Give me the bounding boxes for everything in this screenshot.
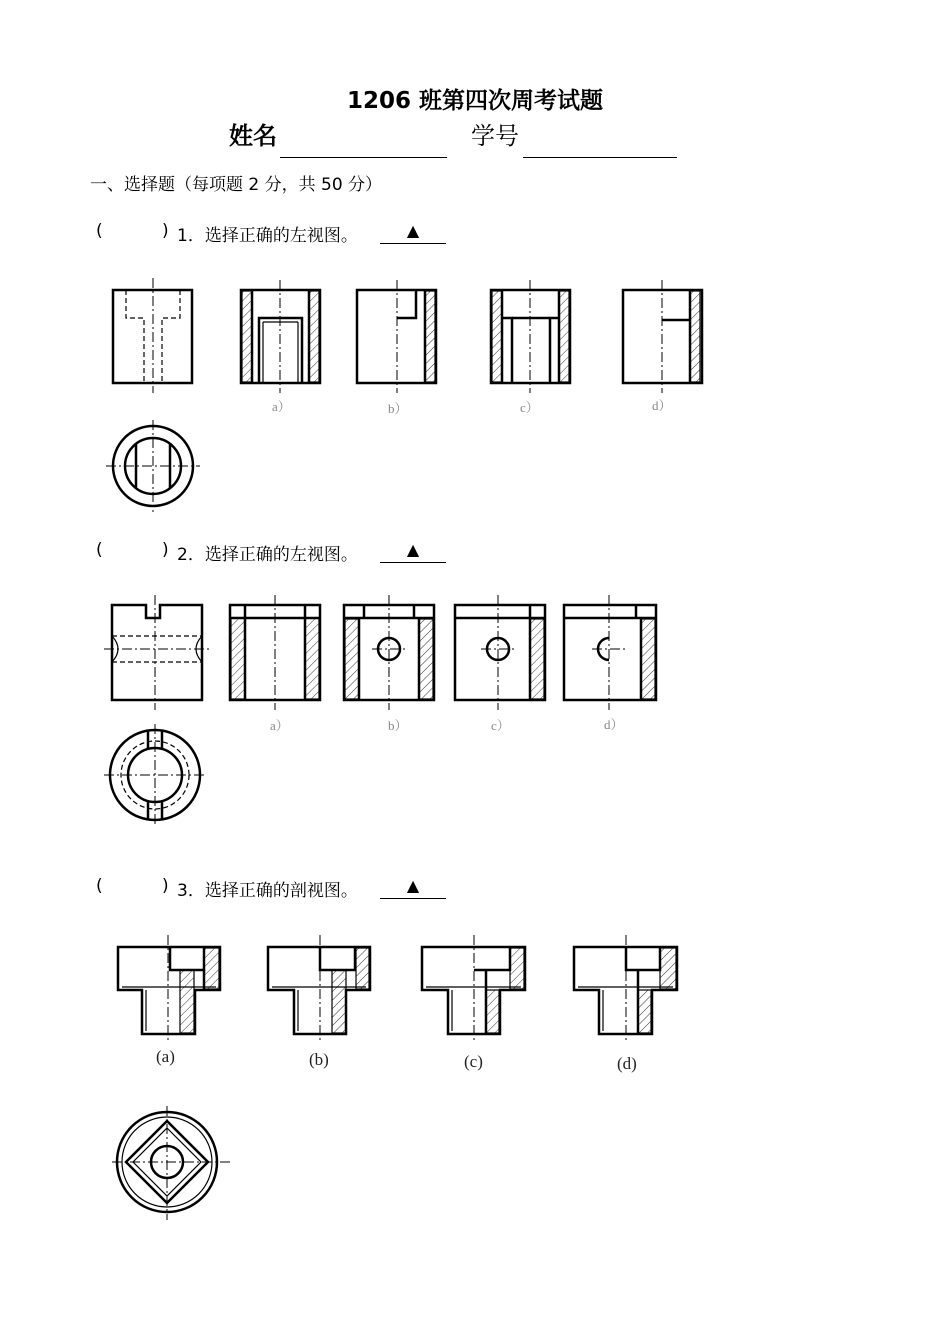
q2-option-c-label: c） (491, 718, 510, 733)
q1-option-d[interactable] (623, 280, 702, 393)
q3-option-c-label: (c) (464, 1052, 483, 1071)
q1-paren-close: ) (162, 221, 169, 241)
q3-option-c[interactable] (422, 935, 525, 1042)
q2-text: 2．选择正确的左视图。 (177, 545, 358, 565)
q1-front-view (113, 278, 192, 393)
name-label: 姓名 (229, 122, 277, 150)
q3-paren-open: ( (96, 876, 103, 896)
q2-option-b[interactable] (344, 595, 434, 710)
q2-option-b-label: b） (388, 718, 408, 733)
q3-option-a[interactable] (118, 935, 220, 1042)
q3-answer-marker: ▲ (380, 876, 446, 899)
q1-option-c[interactable] (491, 280, 570, 393)
page-title: 1206 班第四次周考试题 (346, 88, 604, 114)
q3-option-d[interactable] (574, 935, 677, 1042)
q1-option-a-label: a） (272, 399, 291, 414)
q2-top-view (104, 724, 206, 826)
q3-option-a-label: (a) (156, 1047, 175, 1066)
q2-paren-open: ( (96, 540, 103, 560)
q2-option-d[interactable] (564, 595, 656, 710)
q1-answer-marker: ▲ (380, 221, 446, 244)
q1-option-b-label: b） (388, 401, 408, 416)
q2-paren-close: ) (162, 540, 169, 560)
q2-answer-marker: ▲ (380, 540, 446, 563)
q1-paren-open: ( (96, 221, 103, 241)
section-heading: 一、选择题（每项题 2 分，共 50 分） (90, 175, 383, 195)
q1-top-view (106, 420, 200, 512)
q1-text: 1．选择正确的左视图。 (177, 226, 358, 246)
q3-top-view (112, 1106, 230, 1220)
q1-option-d-label: d） (652, 398, 672, 413)
q2-option-c[interactable] (455, 595, 545, 710)
q3-option-b[interactable] (268, 935, 370, 1042)
q3-text: 3．选择正确的剖视图。 (177, 881, 358, 901)
q2-option-d-label: d） (604, 717, 624, 732)
q2-front-view (104, 595, 210, 710)
q1-option-b[interactable] (357, 280, 436, 393)
q2-option-a-label: a） (270, 718, 289, 733)
q1-option-a[interactable] (241, 280, 320, 393)
q3-option-b-label: (b) (309, 1050, 329, 1069)
q3-paren-close: ) (162, 876, 169, 896)
q1-option-c-label: c） (520, 400, 539, 415)
q2-option-a[interactable] (230, 595, 320, 710)
q3-option-d-label: (d) (617, 1054, 637, 1073)
student-id-label: 学号 (471, 122, 519, 150)
